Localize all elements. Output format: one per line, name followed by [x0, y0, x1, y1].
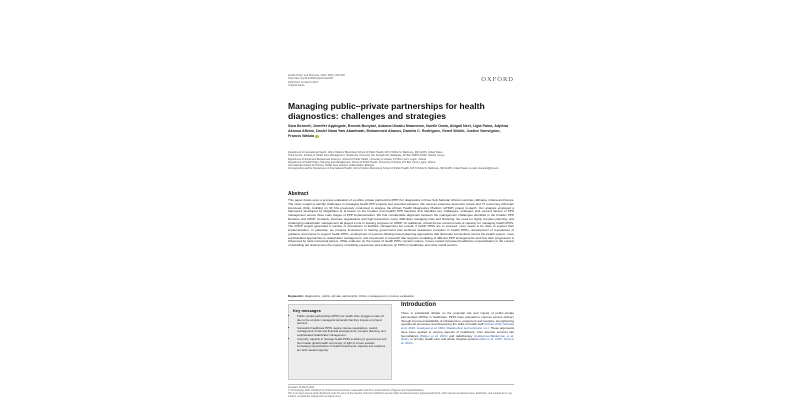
author-names: Sara Bennett, Jennifer Applegate, Brenda Bunyasi, Adanna Uloaku Nwameme, Noelle Orata, Abigail Neel, Ligia Paina, Adjelwa Akossa Affram, Daniel Nana Yaw Abankwah, Mohammed Abasov, Daniela C. Rodriguez, Genet Wolde, Justice Nonvignon, Francis Wafula — [288, 124, 509, 139]
affiliations — [288, 151, 514, 171]
citation-link[interactable]: (Mori et al. 2015, Scott et al. 2023) — [401, 337, 514, 345]
citation-link[interactable]: (Cohen 2016, Roheda et al. 2016, Goodyear et al. 2021, Raushenbar and Lehmann n.d.) — [401, 322, 514, 330]
key-messages-box — [288, 304, 392, 380]
author-list — [288, 124, 514, 140]
key-messages-list — [293, 315, 387, 352]
footnote-item: © The Author(s) 2024. Published by Oxford University Press in association with The London School of Hygiene and Tropical Medicine. — [288, 389, 425, 392]
intro-text-part: . — [412, 341, 414, 345]
corresponding-author: Corresponding author. Department of International Health, Johns Hopkins Bloomberg School of Public Health, 615 N Wolfe St, Baltimore, MD 21205, United States. E-mail: sbennett@jhu.edu — [288, 167, 499, 171]
orcid-icon[interactable] — [315, 135, 318, 138]
doi-link[interactable]: https://doi.org/10.1093/heapol/czae000 — [288, 77, 333, 81]
intro-text-part: and radiotherapy — [447, 333, 474, 338]
intro-text-part: , to primary health care and whole hospital systems — [408, 337, 480, 342]
abstract-heading: Abstract — [288, 191, 309, 197]
affiliation-item: International Institute for Primary Health Care, Eastern, Addis Ababa, Ethiopia — [288, 164, 374, 168]
footnote-item: This is an Open Access article distributed under the terms of the Creative Commons Attribution License (https://creativecommons.org/licenses/by/4.0/), which permits unrestricted reuse, distribution, and reproduction in any medium, provided the original work is properly cited. — [288, 392, 513, 398]
key-messages-heading: Key messages — [293, 308, 321, 313]
key-message-item: • Currently, capacity to manage health PPPs is lacking in government and the broader global health community. In light of moves towards increasing corporatization of health investments, capacity and evidence are both needed urgently. — [297, 338, 387, 352]
article-type: Original article — [288, 84, 305, 88]
affiliation-item: Department of Social and Behavioural Sciences, School of Public Health, University of Ghana, P.O Box LG13, Legon, Ghana — [288, 157, 426, 161]
intro-text-part: . These arguments have been applied to varying aspects of healthcare, from discrete services like hemodialysis — [401, 326, 514, 338]
article-page — [282, 0, 518, 420]
publisher-logo: OXFORD — [481, 76, 514, 83]
footnote-item: Accepted: 26 March 2024 — [288, 386, 315, 389]
key-message-item: • Successful healthcare PPPs require intense negotiations, careful management of risk and financial arrangements, complex planning, and sophisticated stakeholder management. — [297, 327, 387, 338]
keywords-text: diagnostics, public–private partnership, Africa, management, process evaluation — [304, 294, 415, 298]
abstract-text: This paper draws upon a process evaluation of a public–private partnership (PPP) for diagnostics in three Sub-Saharan African countries, Ethiopia, Ghana and Kenya. The study sought to identify challenges in managing health PPP projects and potential solutions. We used an extensive document review and 72 recent key informant interviews (KIIs), building on 63 KIIs previously conducted to analyse the African Health Diagnostics Platform (AHDP) project in-depth. Our analysis employed a framework developed by Magalhaes et al based on the broader (non-health) PPP literature that identifies key challenges, strategies and success factors in PPP management across three main stages of PPP implementation. We find considerable alignment between the management challenges identified in the broader PPP literature and AHDP. Certainly, intensive negotiations and high transaction costs; difficulties managing risks and financing; the need for highly complex planning; and challenging stakeholder management all played a role in slowing progress on AHDP. An additional, critical theme concerns lack of capacity for managing health PPPs. The AHDP project generated a number of innovations to facilitate management but overall, if health PPPs are to succeed, more needs to be done to support their implementation. In particular, we propose investment in training government and technical assistance providers in health PPPs, development of repositories of guidance documents to support health PPPs, employment of systems-thinking based planning approaches that illuminate connections across the health system, more sophisticated approaches to stakeholder management, and investment in research that supports modelling of different PPP arrangements and how their progression is influenced by local contextual factors. While evidence on the impact of health PPPs remains scarce, moves toward increased healthcare corporatization in the context of dwindling aid underscores the urgency of building experience and evidence on PPPs in healthcare and other social sectors. — [288, 198, 514, 247]
affiliation-item: Think Centre, Institute of Health Care Management, Strathmore University, Ole Sangale Rd, Madaraka, PO Box 59857 00200, Nairobi, Kenya — [288, 154, 445, 158]
keywords — [288, 294, 514, 298]
journal-citation: Health Policy and Planning, 2024, 39(6), 000-000 — [288, 74, 345, 77]
published-date: Published: 12 March 2024 — [288, 80, 319, 84]
keywords-label: Keywords: — [288, 294, 304, 298]
citation-link[interactable]: (Andiwonso-Balderman et al. 2011) — [401, 333, 514, 342]
introduction-text — [401, 312, 514, 346]
article-title: Managing public–private partnerships for health diagnostics: challenges and strategies — [288, 101, 485, 121]
journal-meta — [288, 74, 345, 88]
citation-link[interactable]: (Patten et al. 2021) — [419, 333, 448, 338]
section-divider — [288, 300, 514, 301]
affiliation-item: Department of International Health, Johns Hopkins Bloomberg School of Public Health, 615 N Wolfe St, Baltimore, MD 21205, United States — [288, 151, 443, 154]
introduction-heading: Introduction — [401, 302, 436, 308]
key-message-item: • Public–private partnerships (PPPs) for health often struggle to take off due to the complex managerial demands that they impose on project partners. — [297, 315, 387, 326]
affiliation-item: Department of Health Policy, Planning and Management, School of Public Health, University of Ghana, P.O Box LG13, Legon, Ghana — [288, 160, 436, 164]
footnotes — [288, 384, 514, 399]
intro-text-part: There is substantial debate on the potential role and impact of public–private partnerships (PPPs) in healthcare. PPPs have potential to improve service delivery through improved availability of infrastructure, equipment and supplies, strengthening operational processes and developing the skills of health staff — [401, 311, 514, 327]
